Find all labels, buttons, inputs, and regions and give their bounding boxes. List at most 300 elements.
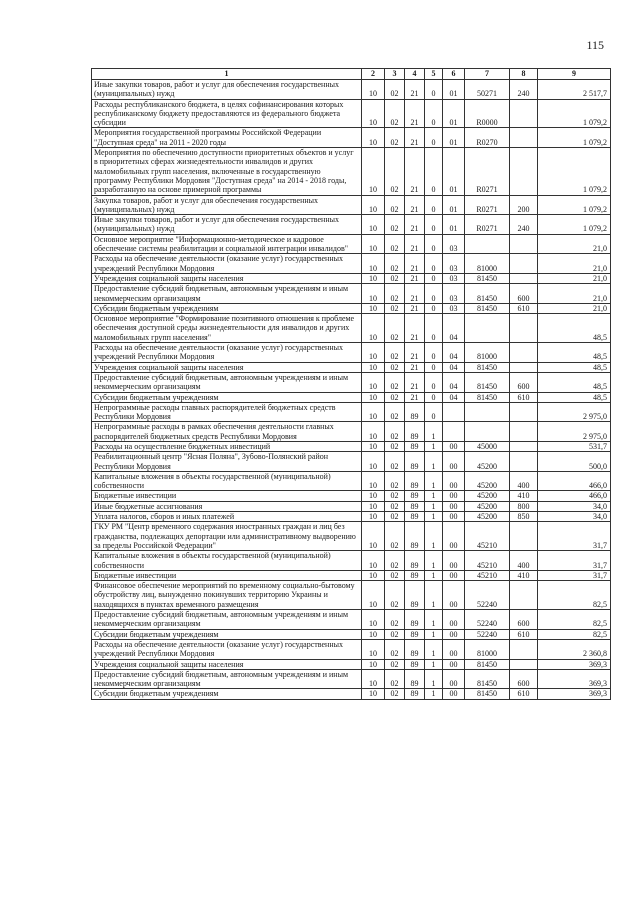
row-cell: 31,7: [538, 522, 611, 551]
header-row: [92, 69, 611, 80]
row-cell: 21: [405, 372, 425, 392]
table-row: [92, 195, 611, 215]
row-cell: 81450: [465, 284, 510, 304]
row-cell: 48,5: [538, 372, 611, 392]
row-cell: 81000: [465, 343, 510, 363]
row-label: Расходы на осуществление бюджетных инвестиций: [92, 441, 362, 451]
column-header: 5: [425, 69, 443, 80]
row-cell: 21: [405, 128, 425, 148]
row-cell: 240: [510, 215, 538, 235]
row-cell: 31,7: [538, 570, 611, 580]
row-cell: 00: [443, 501, 465, 511]
row-label: Предоставление субсидий бюджетным, автономным учреждениям и иным некоммерческим организациям: [92, 284, 362, 304]
row-cell: 10: [362, 80, 385, 100]
row-cell: 21: [405, 314, 425, 343]
table-row: [92, 215, 611, 235]
row-cell: 89: [405, 629, 425, 639]
row-cell: 01: [443, 99, 465, 128]
row-cell: 10: [362, 581, 385, 610]
row-label: Расходы на обеспечение деятельности (оказание услуг) государственных учреждений Республики Мордовия: [92, 254, 362, 274]
row-cell: 0: [425, 392, 443, 402]
row-label: Иные закупки товаров, работ и услуг для обеспечения государственных (муниципальных) нужд: [92, 80, 362, 100]
row-cell: 00: [443, 610, 465, 630]
row-cell: 10: [362, 639, 385, 659]
row-cell: 81450: [465, 303, 510, 313]
row-cell: 52240: [465, 581, 510, 610]
row-cell: 10: [362, 570, 385, 580]
row-cell: 10: [362, 362, 385, 372]
table-row: [92, 570, 611, 580]
row-cell: 48,5: [538, 343, 611, 363]
page-number: 115: [586, 38, 604, 52]
row-cell: 1: [425, 629, 443, 639]
row-cell: R0271: [465, 148, 510, 195]
row-cell: 600: [510, 372, 538, 392]
table-row: [92, 314, 611, 343]
row-cell: 10: [362, 689, 385, 699]
row-cell: 1: [425, 570, 443, 580]
row-cell: 81450: [465, 362, 510, 372]
row-cell: 04: [443, 372, 465, 392]
row-cell: 02: [385, 402, 405, 422]
table-row: [92, 422, 611, 442]
row-cell: 00: [443, 491, 465, 501]
row-cell: 10: [362, 522, 385, 551]
row-label: Иные бюджетные ассигнования: [92, 501, 362, 511]
table-row: [92, 402, 611, 422]
row-label: Субсидии бюджетным учреждениям: [92, 303, 362, 313]
row-cell: 600: [510, 610, 538, 630]
row-cell: 50271: [465, 80, 510, 100]
row-label: Субсидии бюджетным учреждениям: [92, 392, 362, 402]
row-cell: 10: [362, 215, 385, 235]
row-cell: 1: [425, 639, 443, 659]
row-cell: 02: [385, 284, 405, 304]
row-cell: 1: [425, 491, 443, 501]
row-cell: 02: [385, 148, 405, 195]
row-cell: 45210: [465, 551, 510, 571]
row-cell: 02: [385, 441, 405, 451]
row-cell: 200: [510, 195, 538, 215]
row-cell: 03: [443, 284, 465, 304]
row-cell: 21: [405, 254, 425, 274]
column-header: 4: [405, 69, 425, 80]
row-cell: 00: [443, 471, 465, 491]
row-cell: 02: [385, 303, 405, 313]
row-cell: 89: [405, 581, 425, 610]
row-cell: 369,3: [538, 659, 611, 669]
row-cell: 0: [425, 343, 443, 363]
row-cell: 10: [362, 491, 385, 501]
row-cell: 89: [405, 471, 425, 491]
row-cell: 410: [510, 491, 538, 501]
row-cell: 81450: [465, 273, 510, 283]
row-cell: 82,5: [538, 629, 611, 639]
column-header: 6: [443, 69, 465, 80]
row-cell: 610: [510, 629, 538, 639]
row-cell: [510, 148, 538, 195]
row-cell: 0: [425, 99, 443, 128]
row-cell: [465, 402, 510, 422]
row-label: Иные закупки товаров, работ и услуг для обеспечения государственных (муниципальных) нужд: [92, 215, 362, 235]
budget-table: [91, 68, 611, 700]
row-label: Непрограммные расходы главных распорядителей бюджетных средств Республики Мордовия: [92, 402, 362, 422]
row-cell: [443, 422, 465, 442]
row-cell: 610: [510, 303, 538, 313]
row-cell: 0: [425, 314, 443, 343]
row-cell: [510, 581, 538, 610]
table-row: [92, 471, 611, 491]
row-cell: 89: [405, 522, 425, 551]
row-cell: 89: [405, 402, 425, 422]
row-cell: 1: [425, 659, 443, 669]
row-cell: 10: [362, 659, 385, 669]
row-cell: 81450: [465, 669, 510, 689]
row-cell: 00: [443, 581, 465, 610]
row-cell: 02: [385, 452, 405, 472]
row-cell: 00: [443, 639, 465, 659]
row-cell: 10: [362, 314, 385, 343]
row-cell: 02: [385, 610, 405, 630]
row-cell: 02: [385, 659, 405, 669]
row-cell: 500,0: [538, 452, 611, 472]
row-cell: 10: [362, 128, 385, 148]
row-cell: [465, 422, 510, 442]
column-header: 2: [362, 69, 385, 80]
row-cell: 0: [425, 195, 443, 215]
row-cell: 02: [385, 491, 405, 501]
row-cell: 89: [405, 639, 425, 659]
row-label: Расходы на обеспечение деятельности (оказание услуг) государственных учреждений Республики Мордовия: [92, 343, 362, 363]
row-cell: 21: [405, 392, 425, 402]
table-row: [92, 639, 611, 659]
row-cell: 81450: [465, 372, 510, 392]
row-cell: 10: [362, 501, 385, 511]
row-cell: 10: [362, 372, 385, 392]
row-cell: 0: [425, 362, 443, 372]
row-cell: 369,3: [538, 689, 611, 699]
row-cell: 850: [510, 512, 538, 522]
row-cell: 10: [362, 273, 385, 283]
row-cell: 00: [443, 522, 465, 551]
row-cell: 81000: [465, 639, 510, 659]
row-cell: 369,3: [538, 669, 611, 689]
row-cell: 10: [362, 195, 385, 215]
row-cell: 01: [443, 128, 465, 148]
table-row: [92, 148, 611, 195]
row-cell: 82,5: [538, 581, 611, 610]
row-cell: 21,0: [538, 284, 611, 304]
table-row: [92, 303, 611, 313]
row-cell: 410: [510, 570, 538, 580]
row-cell: 1: [425, 471, 443, 491]
row-cell: 21: [405, 273, 425, 283]
row-cell: 45200: [465, 471, 510, 491]
table-row: [92, 522, 611, 551]
row-label: ГКУ РМ "Центр временного содержания иностранных граждан и лиц без гражданства, подлежащих депортации или административному выдворению за пределы Российской Федерации": [92, 522, 362, 551]
row-cell: 10: [362, 669, 385, 689]
row-label: Финансовое обеспечение мероприятий по временному социально-бытовому обустройству лиц, вынужденно покинувших территорию Украины и находящихся в пунктах временного размещения: [92, 581, 362, 610]
row-label: Мероприятия государственной программы Российской Федерации "Доступная среда" на 2011 - 2020 годы: [92, 128, 362, 148]
row-cell: 21: [405, 80, 425, 100]
row-cell: [510, 362, 538, 372]
row-label: Учреждения социальной защиты населения: [92, 273, 362, 283]
row-cell: 89: [405, 570, 425, 580]
row-cell: 31,7: [538, 551, 611, 571]
row-label: Учреждения социальной защиты населения: [92, 362, 362, 372]
row-cell: 1 079,2: [538, 99, 611, 128]
row-cell: 21: [405, 148, 425, 195]
row-cell: 531,7: [538, 441, 611, 451]
row-cell: [510, 659, 538, 669]
row-cell: 1: [425, 610, 443, 630]
row-cell: 1: [425, 422, 443, 442]
row-cell: 10: [362, 512, 385, 522]
row-cell: 240: [510, 80, 538, 100]
row-cell: 02: [385, 215, 405, 235]
row-cell: R0271: [465, 195, 510, 215]
row-cell: 34,0: [538, 501, 611, 511]
row-label: Учреждения социальной защиты населения: [92, 659, 362, 669]
row-cell: 89: [405, 669, 425, 689]
row-cell: 0: [425, 402, 443, 422]
row-cell: 89: [405, 512, 425, 522]
row-cell: 0: [425, 215, 443, 235]
row-label: Реабилитационный центр "Ясная Поляна", Зубово-Полянский район Республики Мордовия: [92, 452, 362, 472]
row-cell: 21: [405, 234, 425, 254]
row-cell: 45200: [465, 452, 510, 472]
row-cell: 00: [443, 689, 465, 699]
row-cell: 1 079,2: [538, 148, 611, 195]
row-cell: 00: [443, 570, 465, 580]
row-cell: 45200: [465, 512, 510, 522]
row-cell: 02: [385, 629, 405, 639]
row-cell: 02: [385, 471, 405, 491]
row-cell: 00: [443, 551, 465, 571]
row-cell: [510, 99, 538, 128]
row-cell: 21: [405, 303, 425, 313]
row-cell: [510, 343, 538, 363]
row-cell: 466,0: [538, 471, 611, 491]
row-cell: 10: [362, 343, 385, 363]
table-row: [92, 284, 611, 304]
row-cell: 21: [405, 362, 425, 372]
row-cell: 21: [405, 284, 425, 304]
table-row: [92, 392, 611, 402]
row-cell: 0: [425, 372, 443, 392]
row-cell: 1: [425, 669, 443, 689]
row-cell: 03: [443, 273, 465, 283]
row-label: Расходы республиканского бюджета, в целях софинансирования которых республиканскому бюджету предоставляются из федерального бюджета субсидии: [92, 99, 362, 128]
row-cell: 02: [385, 234, 405, 254]
row-cell: 00: [443, 512, 465, 522]
row-cell: 00: [443, 452, 465, 472]
table-row: [92, 254, 611, 274]
row-cell: 02: [385, 581, 405, 610]
row-label: Мероприятия по обеспечению доступности приоритетных объектов и услуг в приоритетных сферах жизнедеятельности инвалидов и других маломобильных групп населения, включенные в государственную программу Республики Мордовия "Доступная среда" на 2014 - 2018 годы, разработанную на основе примерной программы: [92, 148, 362, 195]
table-row: [92, 234, 611, 254]
row-cell: 02: [385, 128, 405, 148]
table-row: [92, 99, 611, 128]
row-label: Субсидии бюджетным учреждениям: [92, 689, 362, 699]
row-cell: [510, 234, 538, 254]
row-cell: 1 079,2: [538, 215, 611, 235]
row-label: Предоставление субсидий бюджетным, автономным учреждениям и иным некоммерческим организациям: [92, 372, 362, 392]
row-cell: 03: [443, 254, 465, 274]
row-cell: 45200: [465, 501, 510, 511]
row-cell: 02: [385, 512, 405, 522]
table-row: [92, 362, 611, 372]
row-cell: 02: [385, 392, 405, 402]
row-cell: [465, 314, 510, 343]
row-cell: 1: [425, 689, 443, 699]
row-label: Субсидии бюджетным учреждениям: [92, 629, 362, 639]
row-label: Капитальные вложения в объекты государственной (муниципальной) собственности: [92, 551, 362, 571]
row-label: Расходы на обеспечение деятельности (оказание услуг) государственных учреждений Республики Мордовия: [92, 639, 362, 659]
row-cell: 21: [405, 195, 425, 215]
row-cell: 81450: [465, 392, 510, 402]
row-cell: 600: [510, 284, 538, 304]
row-cell: 01: [443, 80, 465, 100]
row-cell: 02: [385, 372, 405, 392]
row-cell: 04: [443, 314, 465, 343]
row-cell: 10: [362, 471, 385, 491]
row-cell: 10: [362, 629, 385, 639]
column-header: 1: [92, 69, 362, 80]
row-label: Непрограммные расходы в рамках обеспечения деятельности главных распорядителей бюджетных средств Республики Мордовия: [92, 422, 362, 442]
row-cell: [510, 522, 538, 551]
row-cell: 0: [425, 273, 443, 283]
row-cell: 2 975,0: [538, 402, 611, 422]
column-header: 7: [465, 69, 510, 80]
row-cell: 00: [443, 629, 465, 639]
row-label: Капитальные вложения в объекты государственной (муниципальной) собственности: [92, 471, 362, 491]
row-cell: 0: [425, 80, 443, 100]
table-row: [92, 689, 611, 699]
row-cell: [510, 452, 538, 472]
row-cell: 400: [510, 551, 538, 571]
table-row: [92, 343, 611, 363]
row-cell: 0: [425, 234, 443, 254]
table-row: [92, 610, 611, 630]
row-cell: R0000: [465, 99, 510, 128]
column-header: 3: [385, 69, 405, 80]
row-cell: 800: [510, 501, 538, 511]
table-row: [92, 629, 611, 639]
row-cell: [510, 402, 538, 422]
row-cell: 2 360,8: [538, 639, 611, 659]
row-cell: 82,5: [538, 610, 611, 630]
row-cell: 0: [425, 254, 443, 274]
row-cell: 03: [443, 303, 465, 313]
row-cell: 10: [362, 99, 385, 128]
row-label: Основное мероприятие "Формирование позитивного отношения к проблеме обеспечения доступной среды жизнедеятельности для инвалидов и других маломобильных групп населения": [92, 314, 362, 343]
row-cell: 466,0: [538, 491, 611, 501]
row-cell: 10: [362, 234, 385, 254]
row-cell: 89: [405, 422, 425, 442]
row-cell: 02: [385, 639, 405, 659]
row-cell: 02: [385, 522, 405, 551]
row-cell: 10: [362, 452, 385, 472]
row-cell: 81450: [465, 659, 510, 669]
row-cell: 45200: [465, 491, 510, 501]
row-cell: [510, 422, 538, 442]
row-cell: 10: [362, 254, 385, 274]
row-cell: 02: [385, 551, 405, 571]
row-cell: 21,0: [538, 254, 611, 274]
row-cell: 00: [443, 659, 465, 669]
row-cell: 81450: [465, 689, 510, 699]
row-cell: 10: [362, 148, 385, 195]
row-cell: 04: [443, 362, 465, 372]
row-cell: 1: [425, 551, 443, 571]
row-cell: 48,5: [538, 314, 611, 343]
row-cell: 45000: [465, 441, 510, 451]
row-cell: 0: [425, 303, 443, 313]
table-row: [92, 659, 611, 669]
row-label: Основное мероприятие "Информационно-методическое и кадровое обеспечение системы реабилитации и социальной интеграции инвалидов": [92, 234, 362, 254]
row-cell: 400: [510, 471, 538, 491]
row-cell: R0270: [465, 128, 510, 148]
row-cell: 02: [385, 80, 405, 100]
row-cell: 21: [405, 215, 425, 235]
column-header: 9: [538, 69, 611, 80]
row-cell: 1: [425, 581, 443, 610]
row-cell: [465, 234, 510, 254]
row-cell: 01: [443, 195, 465, 215]
table-row: [92, 581, 611, 610]
row-cell: 00: [443, 669, 465, 689]
row-label: Предоставление субсидий бюджетным, автономным учреждениям и иным некоммерческим организациям: [92, 610, 362, 630]
row-cell: 1: [425, 512, 443, 522]
row-label: Бюджетные инвестиции: [92, 491, 362, 501]
table-row: [92, 512, 611, 522]
row-cell: 10: [362, 551, 385, 571]
row-label: Уплата налогов, сборов и иных платежей: [92, 512, 362, 522]
row-label: Закупка товаров, работ и услуг для обеспечения государственных (муниципальных) нужд: [92, 195, 362, 215]
column-header: 8: [510, 69, 538, 80]
row-cell: 21: [405, 99, 425, 128]
row-cell: 02: [385, 99, 405, 128]
row-cell: 21,0: [538, 273, 611, 283]
row-cell: 02: [385, 422, 405, 442]
table-row: [92, 551, 611, 571]
table-row: [92, 128, 611, 148]
row-cell: 02: [385, 314, 405, 343]
row-cell: 03: [443, 234, 465, 254]
row-cell: 02: [385, 570, 405, 580]
row-cell: 1 079,2: [538, 195, 611, 215]
row-cell: 10: [362, 392, 385, 402]
row-cell: 1 079,2: [538, 128, 611, 148]
row-cell: 81000: [465, 254, 510, 274]
row-cell: 89: [405, 452, 425, 472]
row-cell: R0271: [465, 215, 510, 235]
row-cell: 10: [362, 284, 385, 304]
table-row: [92, 80, 611, 100]
row-cell: 21,0: [538, 303, 611, 313]
row-cell: 1: [425, 452, 443, 472]
row-cell: 0: [425, 148, 443, 195]
row-cell: [510, 639, 538, 659]
table-row: [92, 441, 611, 451]
row-cell: [510, 273, 538, 283]
table-row: [92, 491, 611, 501]
row-cell: 02: [385, 362, 405, 372]
row-cell: 1: [425, 441, 443, 451]
row-cell: [510, 314, 538, 343]
row-cell: 0: [425, 128, 443, 148]
